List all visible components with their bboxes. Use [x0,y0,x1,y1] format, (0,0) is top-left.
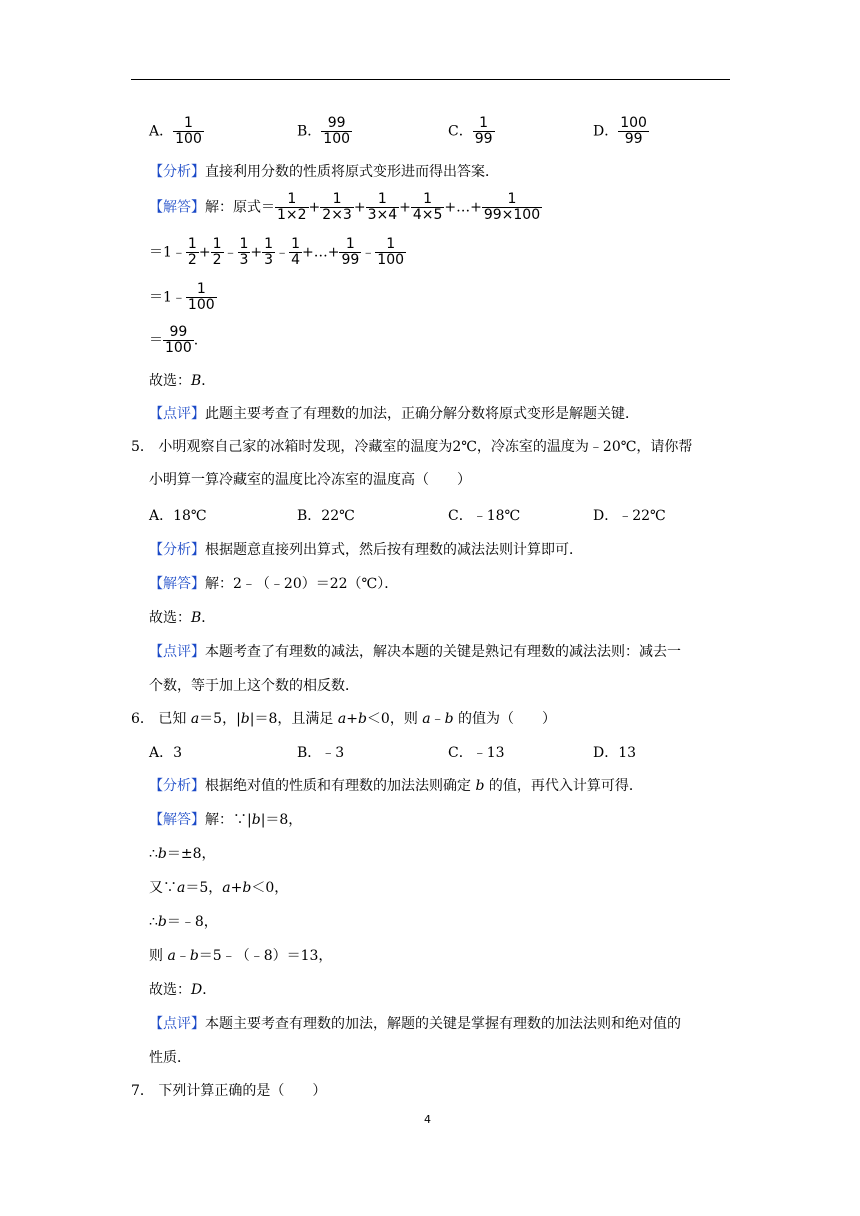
q5-choice-d: D．﹣22℃ [593,508,666,524]
page-number: 4 [424,1113,431,1126]
q4-answer-line1: 【解答】解：原式＝ $\frac{1}{1\times 2}$ + $\frac{1}{2\times 3}$ + $\frac{1}{3\times 4}$ + $\frac{1}{4\times 5}$ +…+ $\frac{1}{99\times 100}$ [149,191,541,223]
q6-step1: ∴b＝±8， [149,846,216,862]
q6-step2: 又∵a＝5，a+b＜0， [149,880,289,896]
q6-analysis: 【分析】根据绝对值的性质和有理数的加法法则确定 b 的值，再代入计算可得． [149,778,643,794]
q5-choice-c: C．﹣18℃ [448,508,521,524]
q6-answer: 【解答】解：∵|b|＝8， [149,812,303,828]
q4-choice-b: B． $\frac{99}{100}$ [297,115,351,147]
q6-choice-d: D．13 [593,745,637,761]
q6-stem: 6． 已知 a＝5，|b|＝8，且满足 a+b＜0，则 a﹣b 的值为（ ） [131,711,557,727]
q6-step3: ∴b＝﹣8， [149,914,218,930]
q4-analysis: 【分析】直接利用分数的性质将原式变形进而得出答案． [149,164,499,180]
q5-choice-a: A．18℃ [149,508,207,524]
q5-comment-line2: 个数，等于加上这个数的相反数． [149,678,359,694]
q6-comment-line1: 【点评】本题主要考查有理数的加法，解题的关键是掌握有理数的加法法则和绝对值的 [149,1016,681,1032]
q6-select: 故选：D． [149,982,217,998]
q4-answer-line4: ＝ $\frac{99}{100}$ . [149,324,199,356]
q4-choice-a: A． $\frac{1}{100}$ [149,115,202,147]
q6-choice-a: A．3 [149,745,183,761]
q6-choice-c: C．﹣13 [448,745,505,761]
header-rule [131,79,730,80]
q6-comment-line2: 性质． [149,1050,191,1066]
q6-step4: 则 a﹣b＝5﹣（﹣8）＝13， [149,948,333,964]
q5-answer: 【解答】解：2﹣（﹣20）＝22（℃）． [149,576,399,592]
q5-stem-line1: 5． 小明观察自己家的冰箱时发现，冷藏室的温度为2℃，冷冻室的温度为﹣20℃，请你帮 [131,439,693,455]
q4-select: 故选：B． [149,373,216,389]
q4-answer-line2: ＝1﹣ $\frac{1}{2}$ + $\frac{1}{2}$ ﹣ $\frac{1}{3}$ + $\frac{1}{3}$ ﹣ $\frac{1}{4}$ +…+ $\frac{1}{99}$ ﹣ $\frac{1}{100}$ [149,236,405,268]
q5-comment-line1: 【点评】本题考查了有理数的减法，解决本题的关键是熟记有理数的减法法则：减去一 [149,644,681,660]
q5-analysis: 【分析】根据题意直接列出算式，然后按有理数的减法法则计算即可． [149,542,583,558]
q6-choice-b: B．﹣3 [297,745,345,761]
q7-stem: 7． 下列计算正确的是（ ） [131,1083,327,1099]
q5-select: 故选：B． [149,610,216,626]
q4-answer-line3: ＝1﹣ $\frac{1}{100}$ [149,281,215,313]
q5-choice-b: B．22℃ [297,508,355,524]
q4-choice-d: D． $\frac{100}{99}$ [593,115,647,147]
q4-comment: 【点评】此题主要考查了有理数的加法，正确分解分数将原式变形是解题关键． [149,406,639,422]
q5-stem-line2: 小明算一算冷藏室的温度比冷冻室的温度高（ ） [149,472,471,488]
q4-choice-c: C． $\frac{1}{99}$ [448,115,493,147]
